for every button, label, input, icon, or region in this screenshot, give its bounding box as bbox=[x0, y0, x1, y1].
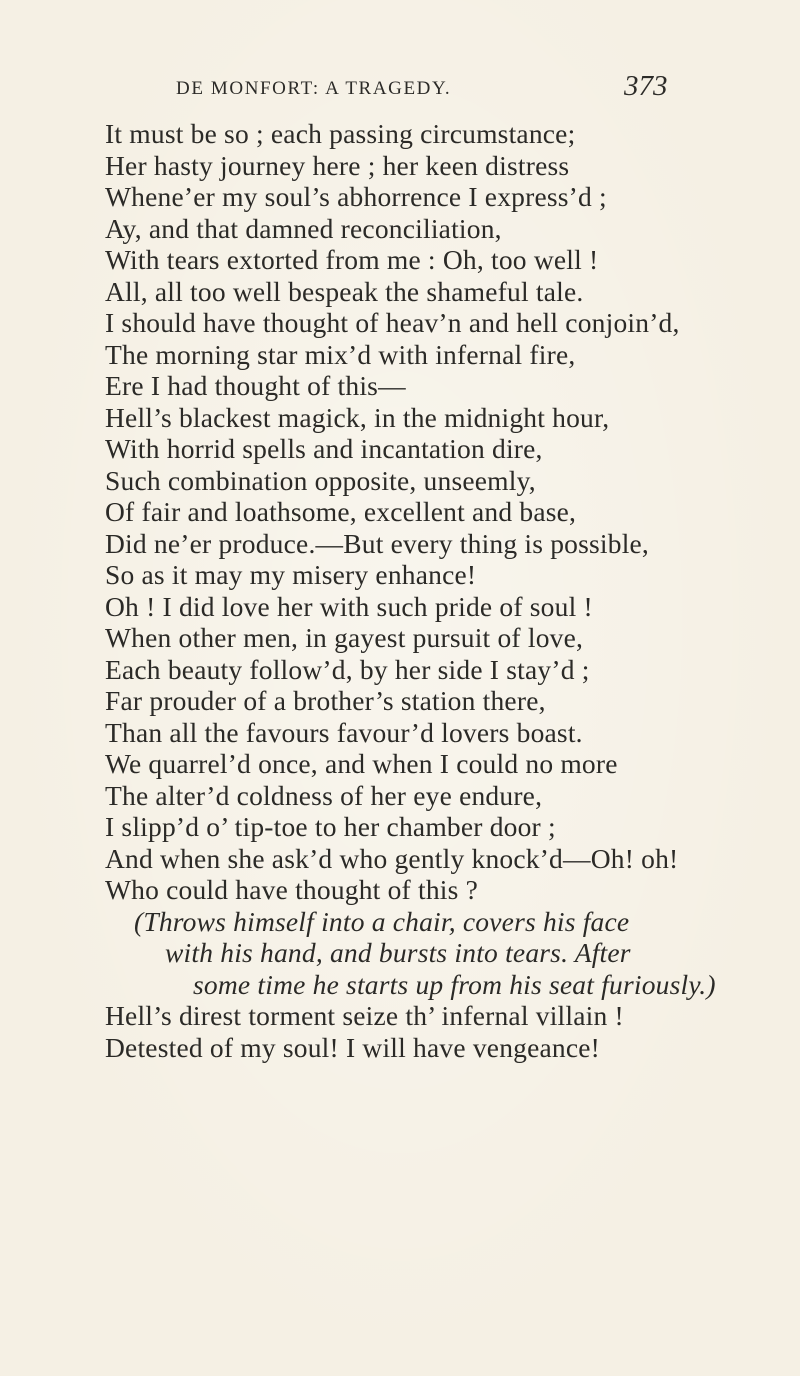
verse-line: I should have thought of heav’n and hell conjoin’d, bbox=[105, 307, 680, 338]
verse-line: Detested of my soul! I will have vengeance! bbox=[105, 1031, 601, 1063]
verse-line: With tears extorted from me : Oh, too well ! bbox=[105, 244, 599, 275]
stage-direction-line: some time he starts up from his seat furiously.) bbox=[193, 968, 716, 1000]
verse-line: Whene’er my soul’s abhorrence I express’d ; bbox=[105, 181, 607, 212]
stage-direction-line: (Throws himself into a chair, covers his face bbox=[134, 905, 630, 937]
verse-line: Such combination opposite, unseemly, bbox=[105, 464, 536, 496]
running-title: DE MONFORT: A TRAGEDY. bbox=[176, 78, 452, 99]
verse-line: The alter’d coldness of her eye endure, bbox=[105, 779, 543, 811]
verse-line: With horrid spells and incantation dire, bbox=[105, 433, 543, 464]
verse-line: Oh ! I did love her with such pride of soul ! bbox=[105, 590, 593, 622]
verse-text bbox=[105, 118, 745, 1063]
verse-line: All, all too well bespeak the shameful tale. bbox=[105, 275, 584, 307]
verse-line: Hell’s blackest magick, in the midnight hour, bbox=[105, 401, 610, 433]
verse-line: Ay, and that damned reconciliation, bbox=[105, 212, 502, 244]
verse-line: It must be so ; each passing circumstance; bbox=[105, 118, 576, 149]
verse-line: Ere I had thought of this— bbox=[105, 370, 406, 401]
verse-line: Did ne’er produce.—But every thing is possible, bbox=[105, 527, 650, 559]
verse-line: Than all the favours favour’d lovers boast. bbox=[105, 716, 583, 748]
verse-line: We quarrel’d once, and when I could no more bbox=[105, 748, 618, 779]
verse-line: The morning star mix’d with infernal fire, bbox=[105, 338, 576, 370]
verse-line: And when she ask’d who gently knock’d—Oh! oh! bbox=[105, 842, 679, 874]
verse-line: Far prouder of a brother’s station there, bbox=[105, 685, 546, 716]
verse-line: Each beauty follow’d, by her side I stay’d ; bbox=[105, 653, 590, 685]
verse-line: So as it may my misery enhance! bbox=[105, 559, 477, 590]
verse-line: Of fair and loathsome, excellent and base, bbox=[105, 496, 577, 527]
stage-direction-line: with his hand, and bursts into tears. After bbox=[165, 937, 631, 968]
verse-line: Her hasty journey here ; her keen distress bbox=[105, 149, 570, 181]
verse-line: When other men, in gayest pursuit of love, bbox=[105, 622, 584, 653]
verse-line: Who could have thought of this ? bbox=[105, 874, 478, 905]
page-number: 373 bbox=[624, 70, 668, 102]
verse-line: Hell’s direst torment seize th’ infernal villain ! bbox=[105, 1000, 624, 1031]
verse-line: I slipp’d o’ tip-toe to her chamber door ; bbox=[105, 811, 556, 842]
